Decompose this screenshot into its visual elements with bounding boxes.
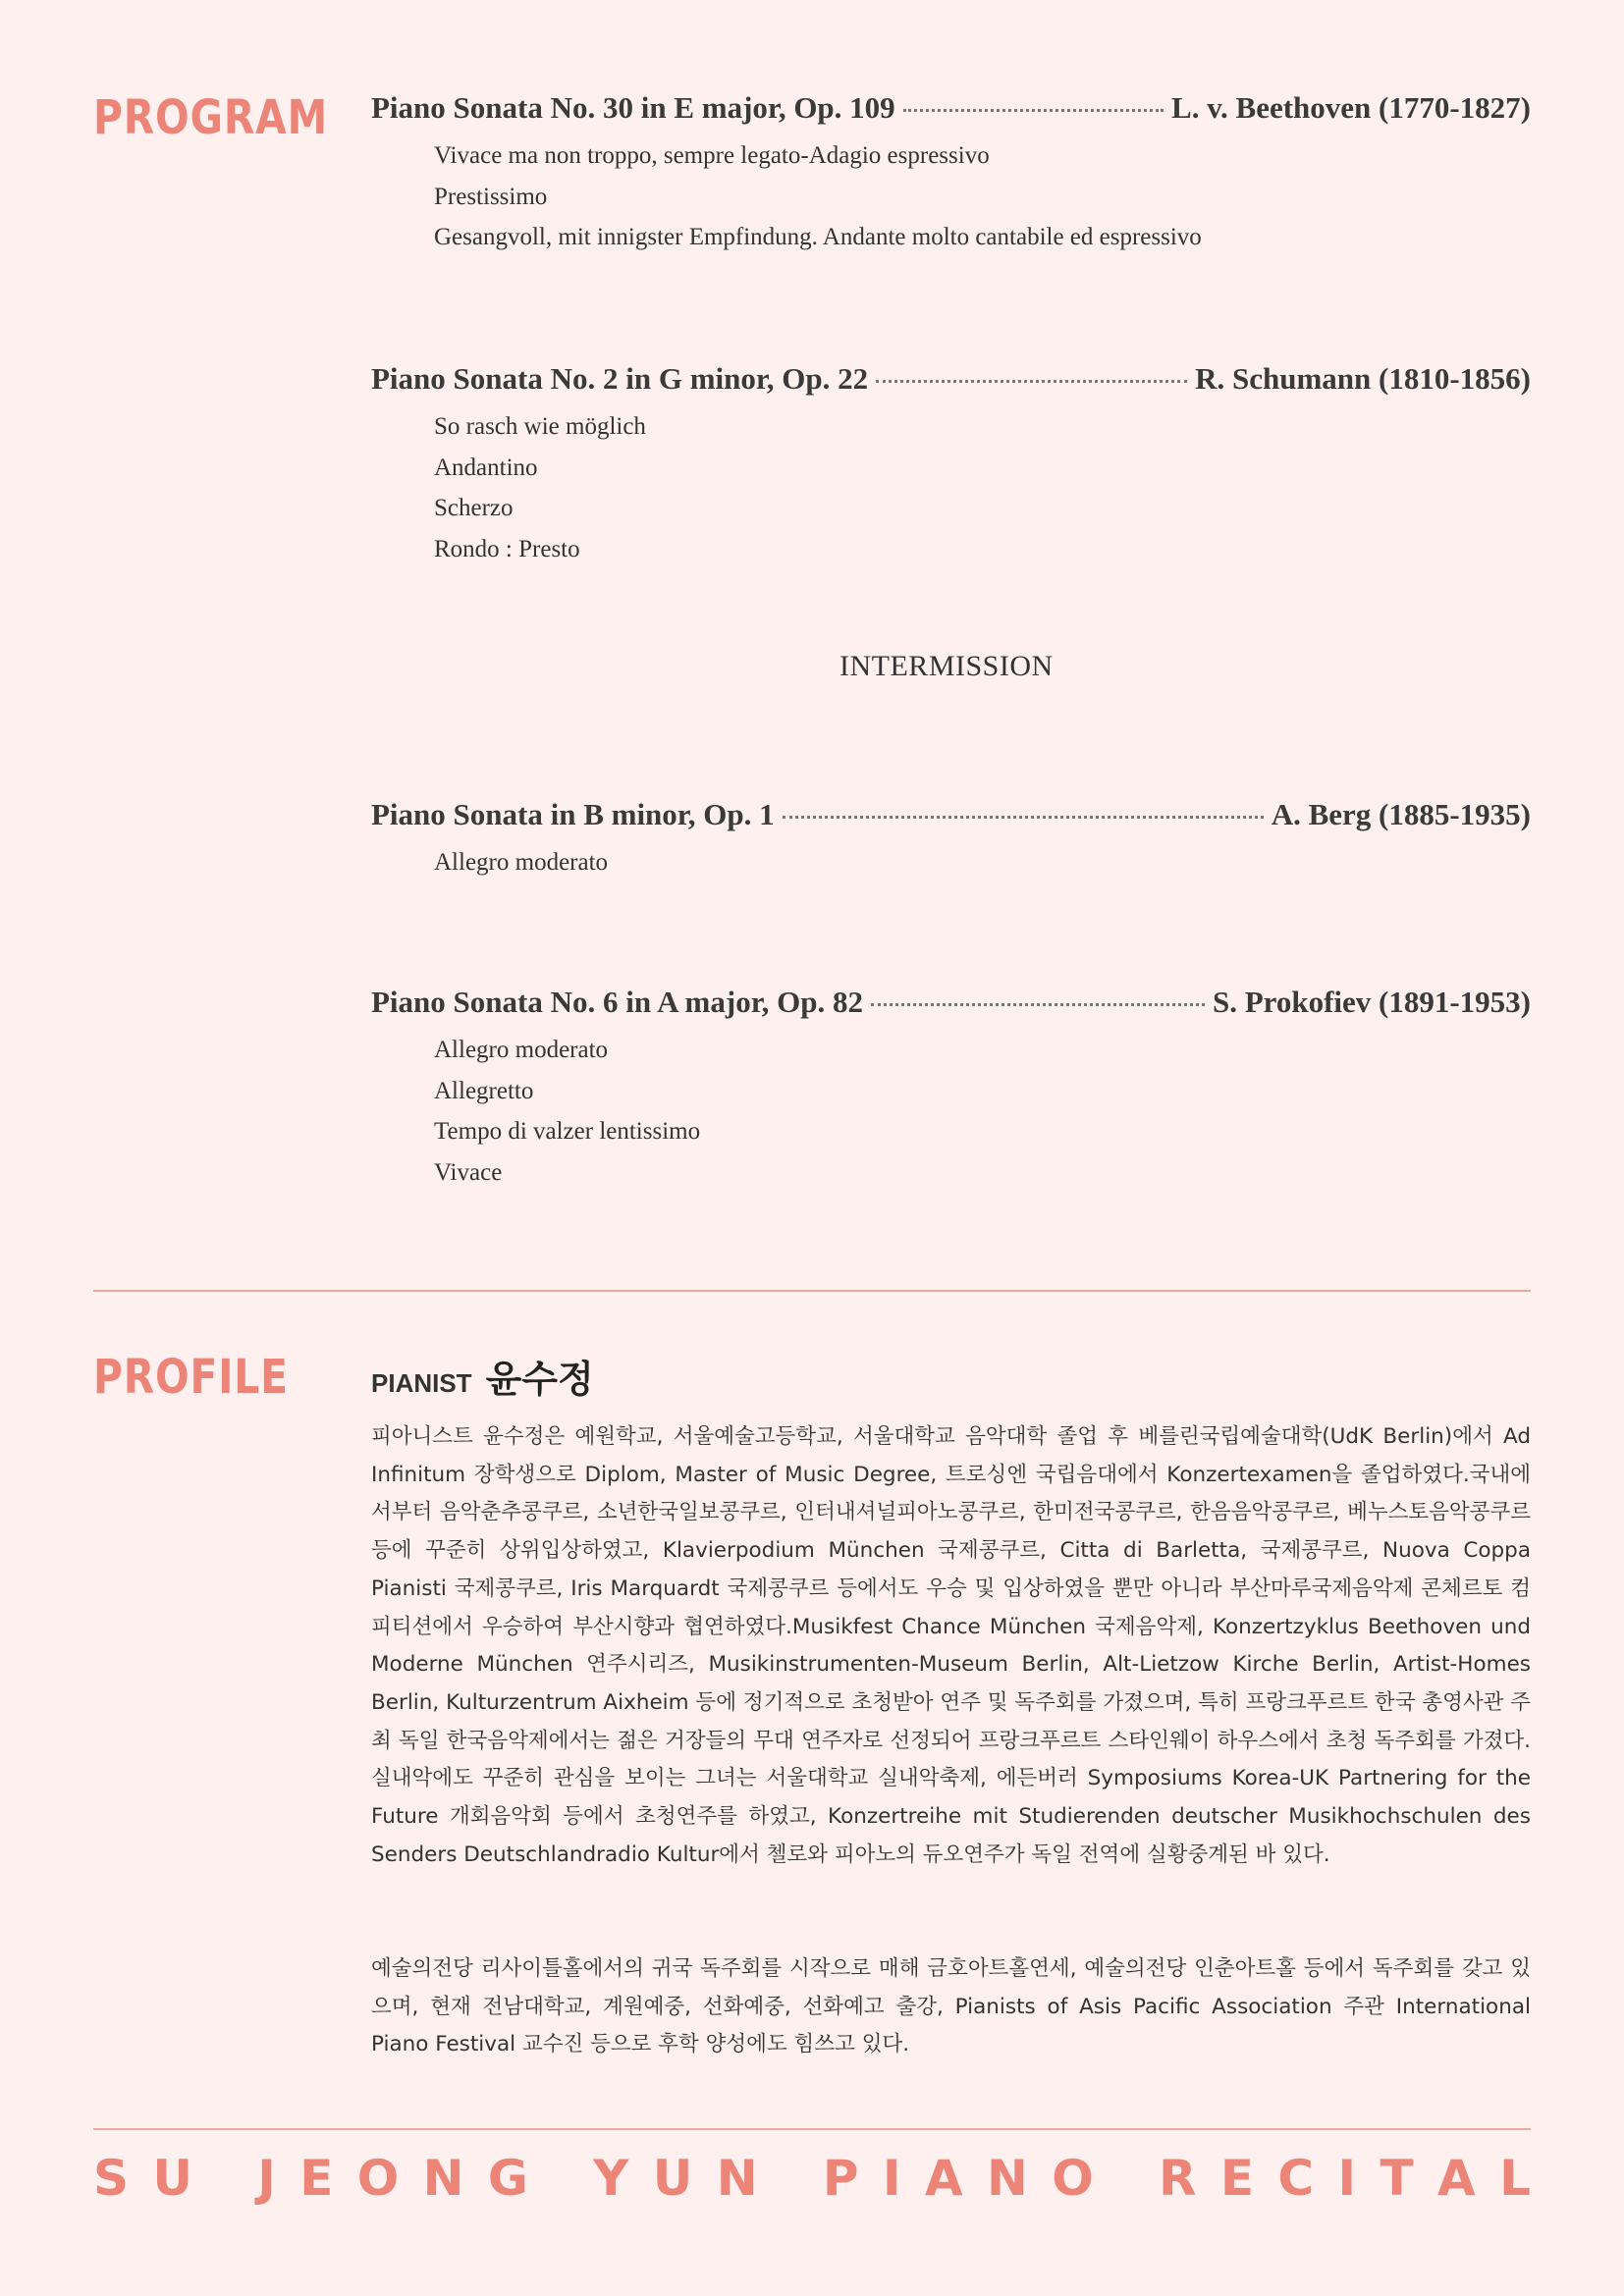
bio-paragraph: 예술의전당 리사이틀홀에서의 귀국 독주회를 시작으로 매해 금호아트홀연세, 예술의전당 인춘아트홀 등에서 독주회를 갖고 있으며, 현재 전남대학교, 계원예중, 선화예중, 선화예고 출강, Pianists of Asis Pacific Association 주관 International Piano Festival 교수진 등으로 후학 양성에도 힘쓰고 있다. xyxy=(371,1956,1531,2057)
footer-letter: I xyxy=(1337,2150,1357,2207)
movement-list xyxy=(434,135,1531,258)
movement-list xyxy=(434,1030,1531,1193)
program-piece xyxy=(371,90,1531,258)
piece-title: Piano Sonata No. 2 in G minor, Op. 22 xyxy=(371,361,869,396)
footer-letter: L xyxy=(1499,2150,1531,2207)
piece-composer: R. Schumann (1810-1856) xyxy=(1195,361,1531,396)
piece-title: Piano Sonata in B minor, Op. 1 xyxy=(371,797,775,831)
profile-name: 윤수정 xyxy=(485,1358,594,1401)
movement-item: Vivace xyxy=(434,1158,503,1186)
movement-item: Allegretto xyxy=(434,1077,534,1104)
dot-leader xyxy=(876,380,1187,383)
footer-letter xyxy=(782,2150,798,2207)
footer-letter: R xyxy=(1158,2150,1197,2207)
footer-letter: O xyxy=(356,2150,400,2207)
section-divider xyxy=(93,1290,1531,1292)
footer-letter: U xyxy=(652,2150,693,2207)
piece-title: Piano Sonata No. 6 in A major, Op. 82 xyxy=(371,985,863,1019)
piece-composer: L. v. Beethoven (1770-1827) xyxy=(1171,90,1531,125)
movement-item: Scherzo xyxy=(434,495,514,521)
movement-item: Vivace ma non troppo, sempre legato-Adagio espressivo xyxy=(434,142,990,169)
program-piece xyxy=(371,361,1531,569)
footer-letter: E xyxy=(299,2150,334,2207)
piece-heading xyxy=(371,361,1531,397)
footer-letter: U xyxy=(152,2150,193,2207)
profile-heading xyxy=(371,1349,594,1403)
footer-letter: P xyxy=(822,2150,859,2207)
piece-heading xyxy=(371,985,1531,1020)
movement-list xyxy=(434,406,1531,569)
footer-letter: G xyxy=(487,2150,528,2207)
footer-letter: T xyxy=(1380,2150,1414,2207)
footer-letter: I xyxy=(882,2150,901,2207)
footer-letter: O xyxy=(1052,2150,1094,2207)
intermission-label: INTERMISSION xyxy=(839,650,1054,682)
bio-paragraph: 피아니스트 윤수정은 예원학교, 서울예술고등학교, 서울대학교 음악대학 졸업 후 베를린국립예술대학(UdK Berlin)에서 Ad Infinitum 장학생으로 Diplom, Master of Music Degree, 트로싱엔 국립음대에서 Konzertexamen을 졸업하였다.국내에서부터 음악춘추콩쿠르, 소년한국일보콩쿠르, 인터내셔널피아노콩쿠르, 한미전국콩쿠르, 한음음악콩쿠르, 베누스토음악콩쿠르 등에 꾸준히 상위입상하였고, Klavierpodium München 국제콩쿠르, Citta di Barletta, 국제콩쿠르, Nuova Coppa Pianisti 국제콩쿠르, Iris Marquardt 국제콩쿠르 등에서도 우승 및 입상하였을 뿐만 아니라 부산마루국제음악제 콘체르토 컴피티션에서 우승하여 부산시향과 협연하였다.Musikfest Chance München 국제음악제, Konzertzyklus Beethoven und Moderne München 연주시리즈, Musikinstrumenten-Museum Berlin, Alt-Lietzow Kirche Berlin, Artist-Homes Berlin, Kulturzentrum Aixheim 등에 정기적으로 초청받아 연주 및 독주회를 가졌으며, 특히 프랑크푸르트 한국 총영사관 주최 독일 한국음악제에서는 젊은 거장들의 무대 연주자로 선정되어 프랑크푸르트 스타인웨이 하우스에서 초청 독주회를 가졌다. 실내악에도 꾸준히 관심을 보이는 그녀는 서울대학교 실내악축제, 에든버러 Symposiums Korea-UK Partnering for the Future 개회음악회 등에서 초청연주를 하였고, Konzertreihe mit Studierenden deutscher Musikhochschulen des Senders Deutschlandradio Kultur에서 첼로와 피아노의 듀오연주가 독일 전역에 실황중계된 바 있다. xyxy=(371,1424,1531,1867)
dot-leader xyxy=(783,816,1264,819)
footer-letter: J xyxy=(257,2150,276,2207)
piece-title: Piano Sonata No. 30 in E major, Op. 109 xyxy=(371,90,895,125)
movement-item: Rondo : Presto xyxy=(434,535,580,562)
program-piece xyxy=(371,797,1531,883)
piece-composer: A. Berg (1885-1935) xyxy=(1271,797,1531,831)
footer-letter: Y xyxy=(593,2150,629,2207)
footer-letter: N xyxy=(422,2150,464,2207)
profile-role: PIANIST xyxy=(371,1368,472,1398)
movement-item: Prestissimo xyxy=(434,183,548,210)
piece-heading xyxy=(371,797,1531,832)
movement-item: Allegro moderato xyxy=(434,1037,609,1063)
movement-list xyxy=(434,842,1531,883)
movement-item: Gesangvoll, mit innigster Empfindung. Andante molto cantabile ed espressivo xyxy=(434,224,1202,250)
dot-leader xyxy=(903,109,1164,112)
footer-letter: C xyxy=(1277,2150,1315,2207)
movement-item: Andantino xyxy=(434,454,538,481)
footer-letter xyxy=(552,2150,568,2207)
movement-item: Allegro moderato xyxy=(434,849,609,876)
footer-letter xyxy=(1117,2150,1134,2207)
footer-letter: N xyxy=(986,2150,1028,2207)
program-piece xyxy=(371,985,1531,1193)
movement-item: So rasch wie möglich xyxy=(434,413,646,440)
profile-section-label: PROFILE xyxy=(93,1350,289,1405)
program-section-label: PROGRAM xyxy=(93,90,329,145)
footer-letter: E xyxy=(1219,2150,1255,2207)
movement-item: Tempo di valzer lentissimo xyxy=(434,1118,701,1145)
footer-letter: A xyxy=(924,2150,963,2207)
footer-divider xyxy=(93,2128,1531,2130)
piece-heading xyxy=(371,90,1531,126)
piece-composer: S. Prokofiev (1891-1953) xyxy=(1212,985,1531,1019)
footer-title xyxy=(93,2150,1531,2207)
footer-letter xyxy=(216,2150,233,2207)
dot-leader xyxy=(871,1003,1205,1006)
footer-letter: N xyxy=(716,2150,758,2207)
footer-letter: S xyxy=(93,2150,130,2207)
footer-letter: A xyxy=(1437,2150,1476,2207)
